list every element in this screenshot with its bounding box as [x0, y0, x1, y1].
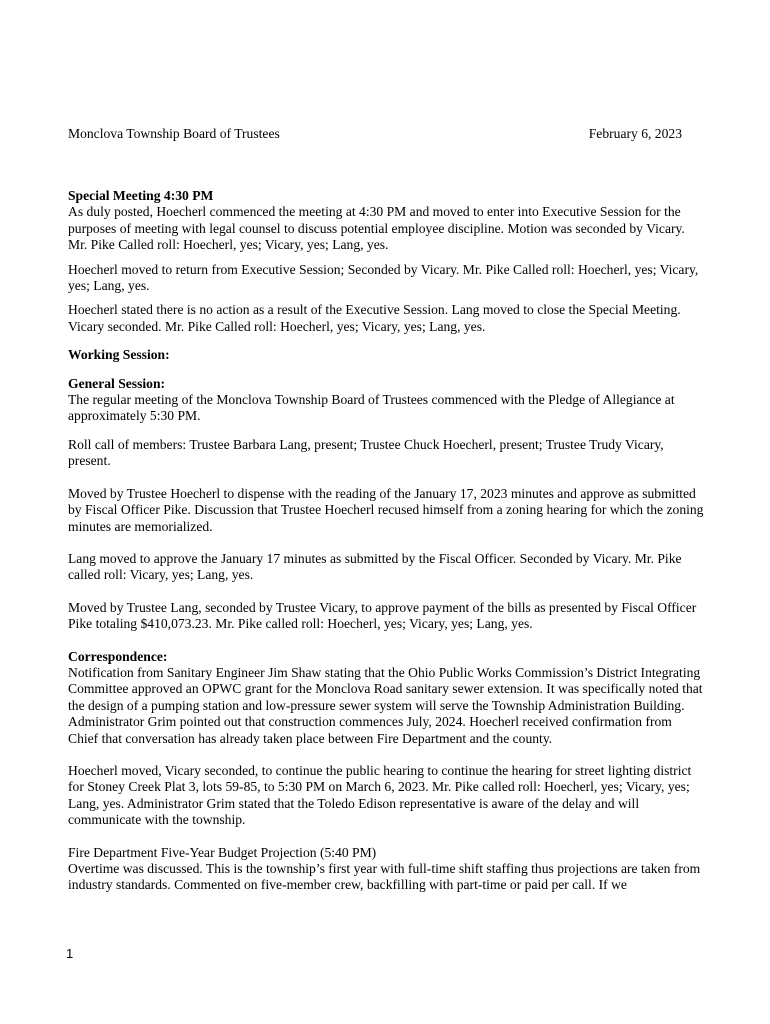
- meeting-date: February 6, 2023: [588, 126, 682, 141]
- general-session-heading: General Session:: [68, 375, 166, 391]
- organization-name: Monclova Township Board of Trustees: [68, 126, 280, 141]
- working-session-heading: Working Session:: [68, 347, 170, 363]
- correspondence-paragraph-2: Hoecherl moved, Vicary seconded, to continue the public hearing to continue the hearing for street lighting district for Stoney Creek Plat 3, lots 59-85, to 5:30 PM on March 6, 2023. Mr. Pike called roll: Hoecherl, yes; Vicary, yes; Lang, yes. Administrator Grim stated that the Toledo Edison representative is aware of the delay and will communicate with the township.: [68, 762, 692, 828]
- document-body: [68, 188, 704, 894]
- page-number: 1: [66, 946, 74, 961]
- special-meeting-paragraph-2: Hoecherl moved to return from Executive Session; Seconded by Vicary. Mr. Pike Called roll: Hoecherl, yes; Vicary, yes; Lang, yes.: [68, 261, 699, 294]
- roll-call-paragraph: Roll call of members: Trustee Barbara Lang, present; Trustee Chuck Hoecherl, present; Trustee Trudy Vicary, present.: [68, 436, 664, 469]
- fire-department-title: Fire Department Five-Year Budget Projection (5:40 PM): [68, 844, 377, 860]
- correspondence-heading: Correspondence:: [68, 648, 168, 664]
- bills-payment-paragraph: Moved by Trustee Lang, seconded by Trustee Vicary, to approve payment of the bills as presented by Fiscal Officer Pike totaling $410,073.23. Mr. Pike called roll: Hoecherl, yes; Vicary, yes; Lang, yes.: [68, 599, 697, 632]
- correspondence-paragraph-1: Notification from Sanitary Engineer Jim Shaw stating that the Ohio Public Works Commission’s District Integrating Committee approved an OPWC grant for the Monclova Road sanitary sewer extension. It was specifically noted that the design of a pumping station and low-pressure sewer system will serve the Township Administration Building. Administrator Grim pointed out that construction commences July, 2024. Hoecherl received confirmation from Chief that conversation has already taken place between Fire Department and the county.: [68, 664, 703, 746]
- general-session-paragraph-1: The regular meeting of the Monclova Township Board of Trustees commenced with the Pledge of Allegiance at approximately 5:30 PM.: [68, 392, 675, 424]
- special-meeting-heading: Special Meeting 4:30 PM: [68, 188, 214, 203]
- minutes-motion-paragraph: Moved by Trustee Hoecherl to dispense with the reading of the January 17, 2023 minutes and approve as submitted by Fiscal Officer Pike. Discussion that Trustee Hoecherl recused himself from a zoning hearing for which the zoning minutes are memorialized.: [68, 485, 704, 534]
- special-meeting-paragraph-1: As duly posted, Hoecherl commenced the meeting at 4:30 PM and moved to enter into Executive Session for the purposes of meeting with legal counsel to discuss potential employee discipline. Motion was seconded by Vicary. Mr. Pike Called roll: Hoecherl, yes; Vicary, yes; Lang, yes.: [68, 204, 685, 253]
- document-header: [68, 126, 682, 142]
- fire-department-paragraph-1: Overtime was discussed. This is the township’s first year with full-time shift staffing thus projections are taken from industry standards. Commented on five-member crew, backfilling with part-time or paid per call. If we: [68, 861, 701, 893]
- special-meeting-paragraph-3: Hoecherl stated there is no action as a result of the Executive Session. Lang moved to close the Special Meeting. Vicary seconded. Mr. Pike Called roll: Hoecherl, yes; Vicary, yes; Lang, yes.: [68, 302, 681, 334]
- minutes-approval-paragraph: Lang moved to approve the January 17 minutes as submitted by the Fiscal Officer. Seconded by Vicary. Mr. Pike called roll: Vicary, yes; Lang, yes.: [68, 550, 682, 583]
